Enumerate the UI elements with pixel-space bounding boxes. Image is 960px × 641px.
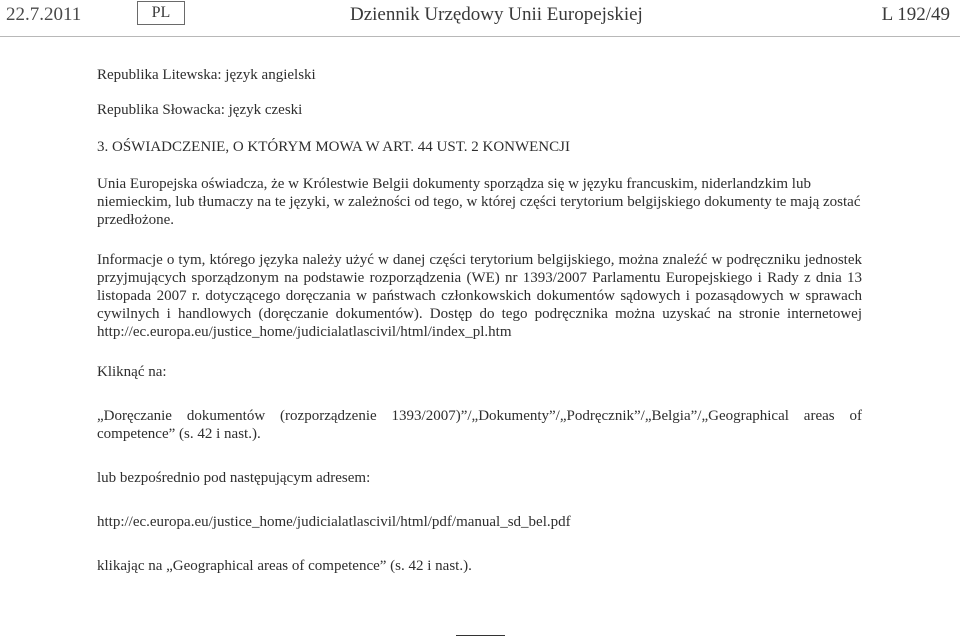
language-badge: PL: [137, 1, 185, 25]
page-reference: L 192/49: [881, 4, 950, 25]
document-body: [97, 66, 862, 575]
click-instruction: klikając na „Geographical areas of competence” (s. 42 i nast.).: [97, 558, 472, 574]
line-slovakia: Republika Słowacka: język czeski: [97, 102, 303, 118]
direct-url[interactable]: http://ec.europa.eu/justice_home/judicialatlascivil/html/pdf/manual_sd_bel.pdf: [97, 514, 571, 530]
page-header: [0, 0, 960, 37]
footnote-divider: [456, 635, 505, 636]
click-label: Kliknąć na:: [97, 364, 167, 380]
direct-address-label: lub bezpośrednio pod następującym adresem:: [97, 470, 371, 486]
section-heading: 3. OŚWIADCZENIE, O KTÓRYM MOWA W ART. 44 UST. 2 KONWENCJI: [97, 139, 570, 155]
click-path: „Doręczanie dokumentów (rozporządzenie 1393/2007)”/„Dokumenty”/„Podręcznik”/„Belgia”/„Geographical areas of competence” (s. 42 i nast.).: [97, 408, 862, 442]
paragraph-information: Informacje o tym, którego języka należy użyć w danej części terytorium belgijskiego, można znaleźć w podręczniku jednostek przyjmujących sporządzonym na podstawie rozporządzenia (WE) nr 1393/2007 Parlamentu Europejskiego i Rady z dnia 13 listopada 2007 r. dotyczącego doręczania w państwach członkowskich dokumentów sądowych i pozasądowych w sprawach cywilnych i handlowych (doręczanie dokumentów). Dostęp do tego podręcznika można uzyskać na stronie internetowej http://ec.europa.eu/justice_home/judicialatlascivil/html/index_pl.htm: [97, 252, 862, 340]
publication-date: 22.7.2011: [6, 4, 82, 25]
paragraph-declaration: Unia Europejska oświadcza, że w Królestwie Belgii dokumenty sporządza się w języku francuskim, niderlandzkim lub niemieckim, lub tłumaczy na te języki, w zależności od tego, w której części terytorium belgijskiego dokumenty te mają zostać przedłożone.: [97, 176, 861, 228]
line-lithuania: Republika Litewska: język angielski: [97, 67, 316, 83]
journal-title: Dziennik Urzędowy Unii Europejskiej: [350, 4, 643, 25]
